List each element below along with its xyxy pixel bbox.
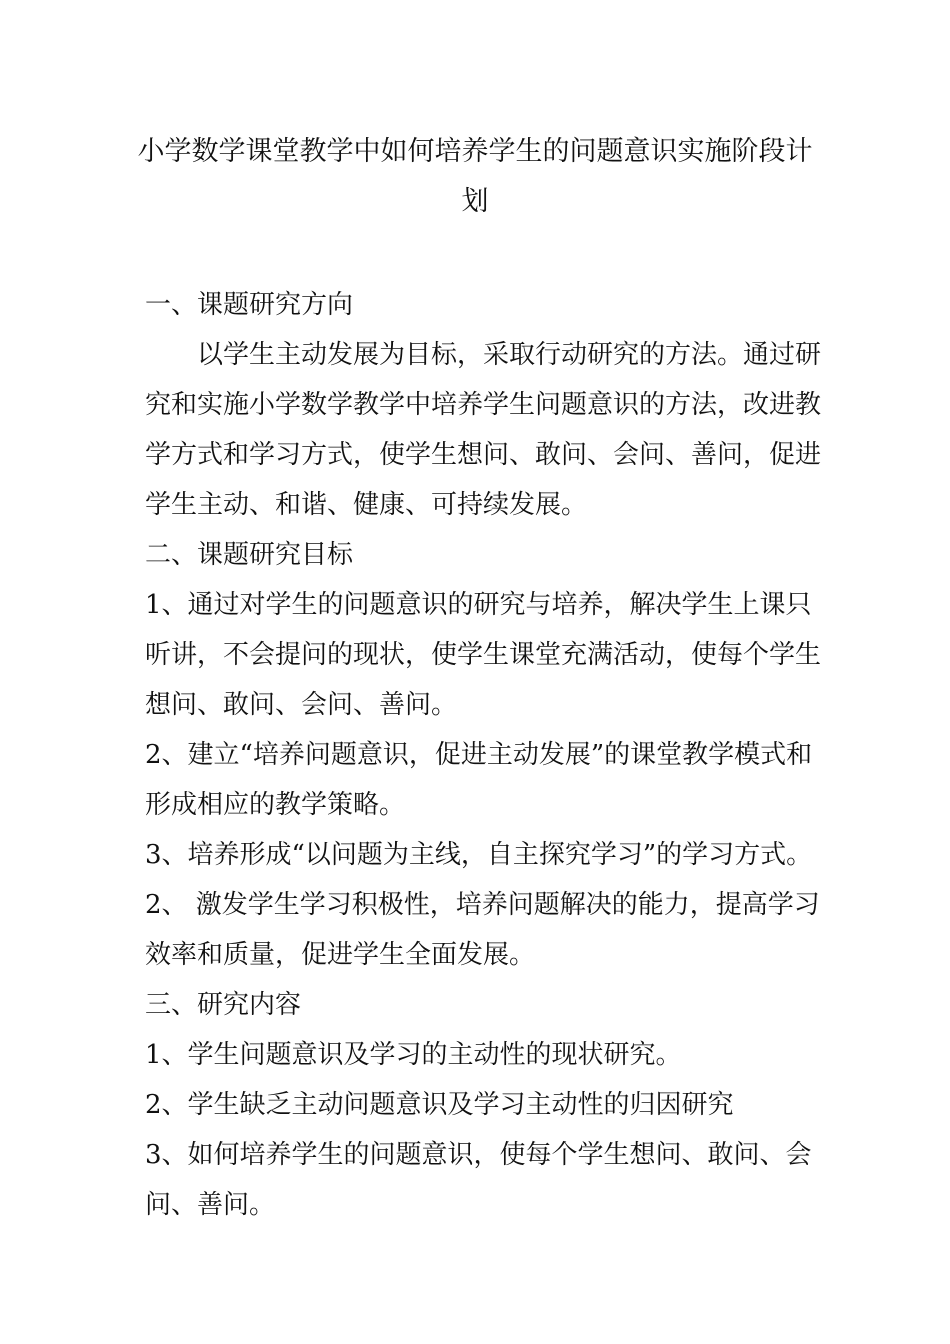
content-item-3: 3、如何培养学生的问题意识，使每个学生想问、敢问、会问、善问。 (145, 1140, 812, 1220)
section-heading-2: 二、课题研究目标 (145, 540, 354, 570)
goal-item-3: 3、培养形成“以问题为主线，自主探究学习”的学习方式。 (145, 840, 813, 870)
document-title (0, 127, 950, 227)
content-item-1: 1、学生问题意识及学习的主动性的现状研究。 (145, 1040, 682, 1070)
title-line-2: 划 (461, 186, 489, 217)
document-body (145, 280, 825, 1230)
goal-item-4: 2、 激发学生学习积极性，培养问题解决的能力，提高学习效率和质量，促进学生全面发展。 (145, 890, 820, 970)
section-heading-3: 三、研究内容 (145, 990, 302, 1020)
goal-item-1: 1、通过对学生的问题意识的研究与培养，解决学生上课只听讲，不会提问的现状，使学生课堂充满活动，使每个学生想问、敢问、会问、善问。 (145, 590, 822, 720)
section-heading-1: 一、课题研究方向 (145, 290, 354, 320)
paragraph-research-direction: 以学生主动发展为目标，采取行动研究的方法。通过研究和实施小学数学教学中培养学生问题意识的方法，改进教学方式和学习方式，使学生想问、敢问、会问、善问，促进学生主动、和谐、健康、可持续发展。 (145, 340, 822, 520)
goal-item-2: 2、建立“培养问题意识，促进主动发展”的课堂教学模式和形成相应的教学策略。 (145, 740, 813, 820)
title-line-1: 小学数学课堂教学中如何培养学生的问题意识实施阶段计 (137, 136, 813, 167)
content-item-2: 2、学生缺乏主动问题意识及学习主动性的归因研究 (145, 1090, 734, 1120)
